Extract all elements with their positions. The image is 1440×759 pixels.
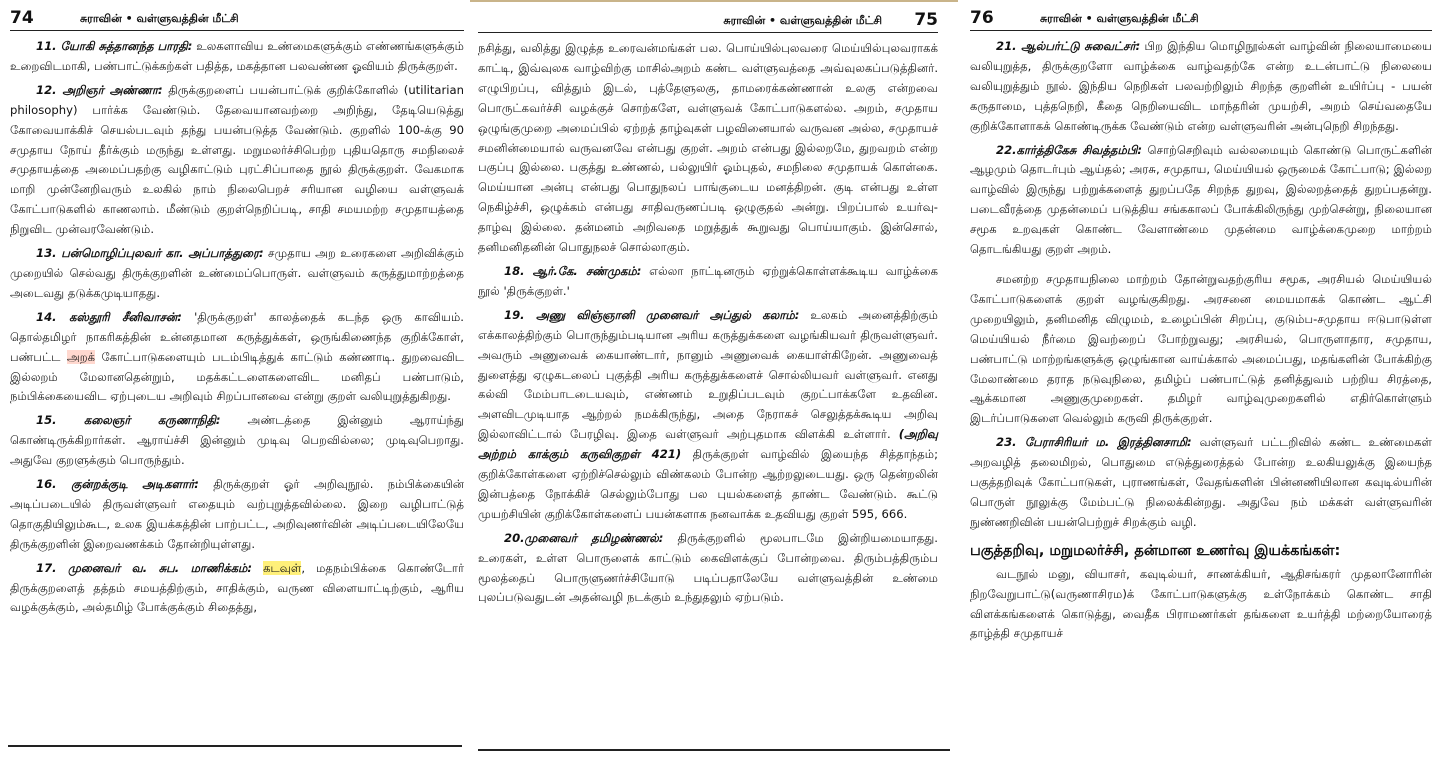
page-74 [0, 0, 470, 759]
quote-text-cont: , மதநம்பிக்கை கொண்டோர் திருக்குறளைத் தத்தம் சமயத்திற்கும், சாதிக்கும், வருண விளையாட்டிற்கும், ஆரிய வழக்குக்கும், அல்தமிழ் போக்குக்கும் சிதைத்து, [10, 560, 465, 615]
quote-author: 20.முனைவர் தமிழண்ணல்: [504, 530, 664, 545]
quote-text: சமுதாய அற உரைகளை அறிவிக்கும் முறையில் செல்வது திருக்குறளின் உண்மைப்பொருள். வள்ளுவம் கருத்துமாற்றத்தை அடைவது தடுக்கமுடியாதது. [10, 246, 464, 300]
quote-author: 16. குன்றக்குடி அடிகளார்: [36, 477, 199, 492]
header-rule [970, 30, 1432, 31]
page-number: 74 [10, 8, 34, 28]
paragraph-15 [10, 411, 464, 471]
header-rule [10, 30, 464, 31]
paragraph-20 [478, 529, 938, 609]
quote-text: திருக்குறளில் மூலபாடமே இன்றியமையாதது. உரைகள், உள்ள பொருளைக் காட்டும் கைவிளக்குப் போன்றவை. திரும்பத்திரும்ப மூலத்தைப் பொருளுணர்ச்சியோடு படிப்பதாலேயே வள்ளுவத்தின் உண்மை புலப்படுவதுடன் அதன்வழி நடக்கும் உந்துதலும் ஏற்படும். [478, 530, 938, 605]
quote-text: உலகளாவிய உண்மைகளுக்கும் எண்ணங்களுக்கும் உறைவிடமாகி, பண்பாட்டுக்கற்கள் பதித்த, மகத்தான பலவண்ண ஓவியம் திருக்குறள். [10, 39, 464, 73]
footer-rule [478, 749, 950, 751]
quote-text: வள்ளுவர் பட்டறிவில் கண்ட உண்மைகள் அறவழித் தலைமிறல், பொதுமை எடுத்துரைத்தல் போன்ற உலகியலுக்கு இயைந்த பகுத்தறிவுக் கோட்பாடுகள், புராணங்கள், வேதங்களின் பின்னணியிலான கவுடில்யரின் பொருள் நூலுக்கு மேம்பட்டு நிலைக்கின்றது. அதுவே நம் மக்கள் வள்ளுவரின் நுண்ணறிவின் பயன்பெற்றுச் சிறக்கும் வழி. [970, 435, 1432, 529]
quote-author: 17. முனைவர் வ. சுப. மாணிக்கம்: [36, 560, 253, 575]
highlighted-word[interactable]: கடவுள் [263, 560, 302, 575]
paragraph-11 [10, 37, 464, 77]
paragraph-13 [10, 244, 464, 304]
page-header [478, 10, 938, 32]
highlighted-word[interactable]: அறக் [66, 349, 96, 364]
quote-text: உலகம் அனைத்திற்கும் எக்காலத்திற்கும் பொருந்தும்படியான அரிய கருத்துக்களை வழங்கியவர் திருவள்ளுவர். அவரும் அணுவைக் கையாண்டார், நானும் அணுவைக் கையாள்கிறேன். அணுவைத் துளைத்து ஏழுகடலைப் புகுத்தி அரிய கருத்துக்களைச் சொல்லியவர் வள்ளுவர். எனது கல்வி மேம்பாடடையவும், எண்ணம் உறுதிப்படவும் குறட்பாக்களே உதவின. அளவிடமுடியாத ஆற்றல் நமக்கிருந்து, அதை நேராகச் செலுத்தக்கூடிய அறிவு இல்லாவிட்டால் பேரழிவு. இதை வள்ளுவர் அற்புதமாக விளக்கி உள்ளார். [478, 307, 938, 442]
running-title: சுராவின் • வள்ளுவத்தின் மீட்சி [1040, 12, 1199, 25]
footer-rule [8, 745, 462, 747]
quote-author: 22.கார்த்திகேசு சிவத்தம்பி: [996, 142, 1143, 157]
quote-author: 11. யோகி சுத்தானந்த பாரதி: [36, 39, 193, 53]
section-paragraph: வடநூல் மனு, வியாசர், கவுடில்யர், சாணக்கியர், ஆதிசங்கரர் முதலானோரின் நிறவேறுபாட்டு(வருணாசிரம)க் கோட்பாடுகளுக்கு உள்நோக்கம் கொண்ட சாதி விளக்கங்களைக் கொடுத்து, வைதீக பிராமணர்கள் தங்களை உயர்த்தி மற்றையோரைத் தாழ்த்தி சமுதாயச் [970, 566, 1432, 641]
paragraph-16 [10, 475, 464, 555]
quote-text: பிற இந்திய மொழிநூல்கள் வாழ்வின் நிலையாமையை வலியுறுத்த, திருக்குறளோ வாழ்க்கை வாழ்வதற்கே என்ற உடன்பாட்டு நிலையை வலியுறுத்தும் நூல். இந்திய நெறிகள் பலவற்றிலும் சிறந்த குறளின் உயிர்ப்பு - பயன் கருதாமை, புத்தநெறி, கீதை நெறியைவிட மாந்தரின் முயற்சி, அறம் செய்வதையே குறிக்கோளாகக் கொண்டிருக்க வேண்டும் என்ற வள்ளுவரின் அன்புநெறி சிறந்தது. [970, 39, 1432, 133]
quote-author: 13. பன்மொழிப்புலவர் கா. அப்பாத்துரை: [36, 246, 264, 261]
quote-text [252, 561, 263, 575]
quote-author: 23. பேராசிரியர் ம. இரத்தினசாமி: [996, 435, 1192, 450]
quote-text: திருக்குறள் ஓர் அறிவுநூல். நம்பிக்கையின் அடிப்படையில் திருவள்ளுவர் எதையும் வற்புறுத்தவில்லை. இறை வழிபாட்டுத் தொகுதியிலும்கூட, உலக இயக்கத்தின் பாற்பட்ட, அறிவுணர்வின் அடிப்படையிலேயே திருக்குறளின் இறைவணக்கம் தோன்றியுள்ளது. [10, 477, 464, 551]
paragraph-19 [478, 306, 938, 525]
page-75 [470, 0, 958, 759]
kural-citation: (அறிவு அற்றம் காக்கும் கருவிகுறள் 421) [478, 427, 938, 462]
page-header [10, 8, 464, 30]
quote-author: 21. ஆல்பர்ட்டு சுவைட்சர்: [996, 39, 1141, 53]
running-title: சுராவின் • வள்ளுவத்தின் மீட்சி [723, 14, 882, 27]
quote-text-cont: திருக்குறள் வாழ்வில் இயைந்த சித்தாந்தம்; குறிக்கோள்களை ஏற்றிச்செல்லும் விண்கலம் போன்ற ஆற்றலுடையது. ஒரு தென்றலின் இன்பத்தை நோக்கிச் செல்லும்போது பல புயல்களைத் தாண்ட வேண்டும். கூட்டு முயற்சியின் குறிக்கோள்களைப் பயன்களாக நனவாக்க உதவியது குறள் 595, 666. [478, 447, 938, 521]
quote-text: அண்டத்தை இன்னும் ஆராய்ந்து கொண்டிருக்கிறார்கள். ஆராய்ச்சி இன்னும் முடிவு பெறவில்லை; முடிவுபெறாது. அதுவே குறளுக்கும் பொருந்தும். [10, 413, 464, 468]
quote-author: 14. கஸ்தூரி சீனிவாசன்: [36, 309, 182, 324]
paragraph-17 [10, 559, 464, 619]
paragraph-21 [970, 37, 1432, 137]
paragraph-22 [970, 141, 1432, 260]
paragraph-22-cont [970, 270, 1432, 429]
quote-text: எல்லா நாட்டினரும் ஏற்றுக்கொள்ளக்கூடிய வாழ்க்கை நூல் 'திருக்குறள்.' [478, 263, 938, 298]
quote-text: 'திருக்குறள்' காலத்தைக் கடந்த ஒரு காவியம். தொல்தமிழர் நாகரிகத்தின் உன்னதமான கருத்துக்கள், ஒருங்கிணைந்த குறிக்கோள், பண்பட்ட [10, 309, 464, 364]
section-heading: பகுத்தறிவு, மறுமலர்ச்சி, தன்மான உணர்வு இயக்கங்கள்: [970, 542, 1341, 559]
page-number: 75 [914, 10, 938, 30]
quote-text: திருக்குறளைப் பயன்பாட்டுக் குறிக்கோளில் (utilitarian philosophy) பார்க்க வேண்டும். தேவையானவற்றை அறிந்து, தேடியெடுத்து கோவையாக்கிச் செயல்படவும் தந்து பயன்படுத்த வேண்டும். குறளில் 100-க்கு 90 சமுதாய நோய் தீர்க்கும் மருந்து உள்ளது. மறுமலர்ச்சிபெற்ற புதியதொரு சமநிலைச் சமுதாயத்தை அமைப்பதற்கு வழிகாட்டும் புரட்சிப்பாதை நூல் திருக்குறள். வேகமாக மாறி முன்னேறிவரும் உலகில் நாம் நிலைபெறச் சரியான வழியை வள்ளுவக் கோட்பாடுகளில் காணலாம். மீண்டும் குறள்நெறிப்படி, சாதி சமயமற்ற சமுதாயத்தை நிறுவிட முன்வரவேண்டும். [10, 82, 464, 237]
page-number: 76 [970, 8, 994, 28]
quote-text-cont: கோட்பாடுகளையும் படம்பிடித்துக் காட்டும் கண்ணாடி. துறவைவிட இல்லறம் மேலானதென்றும், மதக்கட்டளைகளைவிட மனிதப் பண்பாடும், நம்பிக்கையைவிட ஏற்புடைய அறிவும் சிறப்பானவை என்று குறள் வலியுறுத்துகிறது. [10, 349, 464, 404]
quote-author: 18. ஆர்.கே. சண்முகம்: [504, 263, 642, 278]
quote-author: 12. அறிஞர் அண்ணா: [36, 82, 163, 97]
running-title: சுராவின் • வள்ளுவத்தின் மீட்சி [80, 12, 239, 25]
paragraph-12 [10, 81, 464, 240]
paragraph-14 [10, 308, 464, 408]
quote-text: சமனற்ற சமுதாயநிலை மாற்றம் தோன்றுவதற்குரிய சமூக, அரசியல் மெய்யியல் கோட்பாடுகளைக் குறள் வழங்குகிறது. அரசனை மையமாகக் கொண்ட ஆட்சி முறையிலும், தனிமனித விழுமம், உழைப்பின் சிறப்பு, குடும்ப-சமுதாய ஈடுபாடுள்ள மெய்யியல் நீர்மை இவற்றைப் போற்றுவது; அரசியல், பொருளாதார, சமுதாய, பண்பாட்டு மாற்றங்களுக்கு ஒழுங்கான வாய்க்கால் அமைப்பது, மதங்களின் போக்கிற்கு மேலாண்மை தராத நடுவுநிலை, தமிழ்ப் பண்பாட்டுத் தனித்துவம் பற்றிய சிரத்தை, ஆக்கமான அணுகுமுறைகள். தமிழர் வாழ்வுமுறைகளில் எதிர்கொள்ளும் இடர்ப்பாடுகளை வெல்லும் கருவி திருக்குறள். [970, 271, 1432, 426]
quote-text: சொற்செறிவும் வல்லமையும் கொண்டு பொருட்களின் ஆழமும் தொடர்பும் ஆய்தல்; அரசு, சமுதாய, மெய்யியல் ஒருமைக் கோட்பாடு; இல்லற வாழ்வில் இருந்து பற்றுக்களைத் துறப்பதே சிறந்த துறவு, இல்லறத்தைத் துறப்பதன்று. படைவீரத்தை முதன்மைப் படுத்திய சங்ககாலப் போக்கிலிருந்து முற்சென்று, நிலையான சமூக உறவுகள் கொண்ட வேளாண்மை முதன்மை வாழ்க்கைமுறை மாற்றம் தொடங்கியது குறள் அறம். [970, 142, 1432, 257]
quote-author: 15. கலைஞர் கருணாநிதி: [36, 413, 221, 428]
quote-author: 19. அணு விஞ்ஞானி முனைவர் அப்துல் கலாம்: [504, 307, 800, 322]
page-76 [960, 0, 1440, 759]
header-rule [478, 32, 938, 33]
page-header [970, 8, 1432, 30]
paragraph-18 [478, 262, 938, 302]
paragraph-continued: நசித்து, வலித்து இழுத்த உரைவன்மங்கள் பல. பொய்யில்புலவரை மெய்யில்புலவராகக் காட்டி, இவ்வுலக வாழ்விற்கு மாசில்அறம் கண்ட வள்ளுவத்தை அவ்வுலகப்படுத்தினர். எழுபிறப்பு, வித்தும் இடல், புத்தேளுலகு, தாமரைக்கண்ணான் உலகு என்றவை பொருட்கவர்ச்சி வழக்குச் சொற்களே, வள்ளுவக் கோட்பாடுகளல்ல. அறம், சமுதாய ஒழுங்குமுறை அமைப்பில் ஏற்றத் தாழ்வுகள் பழவினையால் வருவன அல்ல, சமுதாயச் சமனின்மையால் வருவனவே என்பது குறள். அறம் என்பது இல்லறமே, துறவறம் என்ற பகுப்பு இல்லை. பகுத்து உண்ணல், பல்லுயிர் ஓம்புதல், சமநிலை சமுதாயக் கொள்கை. மெய்யான அன்பு என்பது பொதுநலப் பாங்குடைய மனத்திறன். குடி என்பது உள்ள நெகிழ்ச்சி, ஒழுக்கம் என்பது சாதிவருணப்படி ஒழுகுதல் அன்று. பிறப்பால் உயர்வு-தாழ்வு இல்லை. தன்மனம் அறிவதை மறுத்துக் கூறுவது பொய்யாகும். இன்சொல், தனிமனிதனின் பொதுநலச் சொல்லாகும். [478, 41, 938, 255]
paragraph-23 [970, 433, 1432, 533]
